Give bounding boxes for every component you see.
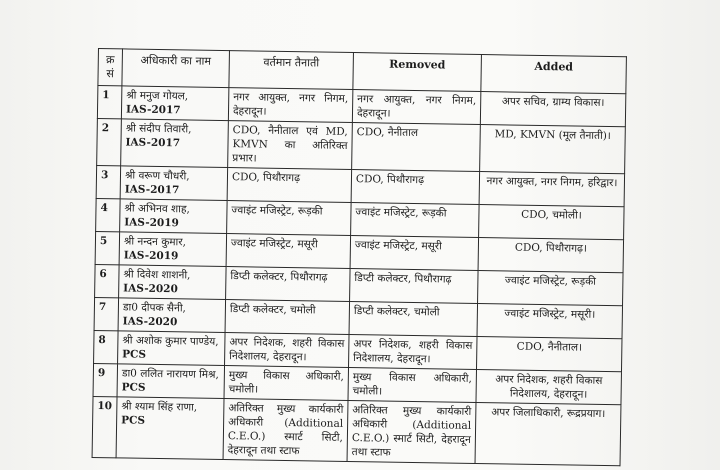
cell-current-posting: डिप्टी कलेक्टर, पिथौरागढ़ xyxy=(226,267,351,302)
cell-added: ज्वाइंट मजिस्ट्रेट, रूड़की xyxy=(478,270,624,305)
header-officer-name: अधिकारी का नाम xyxy=(122,49,230,88)
cell-sno: 1 xyxy=(97,86,122,119)
officer-cadre: IAS-2017 xyxy=(125,103,181,117)
table-row xyxy=(92,396,621,465)
cell-officer-name xyxy=(121,86,229,121)
officer-name-text: श्री अशोक कुमार पाण्डेय, xyxy=(122,334,219,348)
cell-added: नगर आयुक्त, नगर निगम, हरिद्वार। xyxy=(479,172,625,207)
cell-removed: अतिरिक्त मुख्य कार्यकारी अधिकारी (Additional C.E.O.) स्मार्ट सिटी, देहरादून तथा स्टाफ xyxy=(347,400,476,463)
officer-cadre: IAS-2017 xyxy=(124,183,180,197)
cell-sno: 6 xyxy=(95,264,120,297)
officer-cadre: IAS-2020 xyxy=(122,315,178,329)
cell-added: MD, KMVN (मूल तैनाती)। xyxy=(480,125,626,174)
cell-current-posting: ज्वाइंट मजिस्ट्रेट, रूड़की xyxy=(227,201,352,236)
officer-name-text: श्री अभिनव शाह, xyxy=(124,202,190,216)
officer-name-text: श्री वरूण चौधरी, xyxy=(124,169,190,183)
cell-current-posting: CDO, नैनीताल एवं MD, KMVN का अतिरिक्त प्रभार। xyxy=(228,121,353,170)
cell-sno: 7 xyxy=(94,297,119,330)
cell-removed: डिप्टी कलेक्टर, पिथौरागढ़ xyxy=(350,268,479,303)
cell-removed: ज्वाइंट मजिस्ट्रेट, रूड़की xyxy=(351,202,480,237)
cell-added: अपर निदेशक, शहरी विकास निदेशालय, देहरादून। xyxy=(476,369,622,404)
cell-officer-name xyxy=(118,331,226,366)
officer-cadre: IAS-2020 xyxy=(123,282,178,296)
transfer-table xyxy=(92,48,627,466)
cell-officer-name xyxy=(121,119,229,168)
cell-officer-name xyxy=(119,265,227,300)
cell-removed: ज्वाइंट मजिस्ट्रेट, मसूरी xyxy=(350,235,479,270)
cell-added: CDO, नैनीताल। xyxy=(476,336,622,371)
officer-name-text: श्री श्याम सिंह राणा, xyxy=(121,400,198,414)
cell-removed: मुख्य विकास अधिकारी, चमोली। xyxy=(348,367,477,402)
officer-cadre: PCS xyxy=(121,381,146,394)
officer-cadre: PCS xyxy=(122,348,147,361)
cell-removed: नगर आयुक्त, नगर निगम, देहरादून। xyxy=(352,90,481,125)
officer-name-text: श्री मनुज गोयल, xyxy=(126,89,189,103)
cell-current-posting: ज्वाइंट मजिस्ट्रेट, मसूरी xyxy=(226,234,351,269)
cell-current-posting: डिप्टी कलेक्टर, चमोली xyxy=(225,300,350,335)
cell-current-posting: अतिरिक्त मुख्य कार्यकारी अधिकारी (Additional C.E.O.) स्मार्ट सिटी, देहरादून तथा स्टाफ xyxy=(223,399,348,462)
cell-sno: 2 xyxy=(97,118,122,165)
cell-removed: CDO, नैनीताल xyxy=(352,123,481,172)
header-added: Added xyxy=(481,55,627,94)
header-current-posting: वर्तमान तैनाती xyxy=(229,51,354,90)
cell-officer-name xyxy=(116,397,224,460)
cell-removed: डिप्टी कलेक्टर, चमोली xyxy=(349,301,478,336)
cell-sno: 5 xyxy=(95,231,120,264)
cell-officer-name xyxy=(120,199,228,234)
cell-current-posting: CDO, पिथौरागढ़ xyxy=(227,168,352,203)
officer-name-text: श्री दिवेश शाशनी, xyxy=(123,268,191,282)
table-row xyxy=(97,118,626,173)
cell-added: अपर सचिव, ग्राम्य विकास। xyxy=(480,92,626,127)
cell-sno: 10 xyxy=(92,396,117,457)
cell-officer-name xyxy=(118,298,226,333)
officer-name-text: श्री नन्दन कुमार, xyxy=(123,235,187,249)
officer-name-text: डा0 दीपक सैनी, xyxy=(122,301,187,315)
header-removed: Removed xyxy=(353,53,482,92)
cell-added: ज्वाइंट मजिस्ट्रेट, मसूरी। xyxy=(477,303,623,338)
cell-officer-name xyxy=(119,232,227,267)
cell-sno: 9 xyxy=(93,363,118,396)
cell-sno: 4 xyxy=(96,198,121,231)
cell-added: CDO, चमोली। xyxy=(479,205,625,240)
cell-removed: अपर निदेशक, शहरी विकास निदेशालय, देहरादून। xyxy=(349,334,478,369)
officer-cadre: PCS xyxy=(121,414,146,427)
cell-officer-name xyxy=(120,166,228,201)
header-sno: क्र सं xyxy=(98,49,123,86)
officer-name-text: डा0 ललित नारायण मिश्र, xyxy=(121,367,219,381)
officer-cadre: IAS-2019 xyxy=(124,216,179,230)
officer-name-text: श्री संदीप तिवारी, xyxy=(125,122,192,136)
cell-current-posting: अपर निदेशक, शहरी विकास निदेशालय, देहरादून। xyxy=(225,333,350,368)
cell-current-posting: मुख्य विकास अधिकारी, चमोली। xyxy=(224,366,349,401)
cell-current-posting: नगर आयुक्त, नगर निगम, देहरादून। xyxy=(228,88,353,123)
cell-added: CDO, पिथौरागढ़। xyxy=(478,238,624,273)
cell-sno: 8 xyxy=(94,330,119,363)
cell-sno: 3 xyxy=(96,165,121,198)
cell-removed: CDO, पिथौरागढ़ xyxy=(351,169,480,204)
cell-officer-name xyxy=(117,364,225,399)
cell-added: अपर जिलाधिकारी, रूद्रप्रयाग। xyxy=(475,402,621,465)
officer-cadre: IAS-2017 xyxy=(125,136,181,150)
officer-cadre: IAS-2019 xyxy=(123,249,179,263)
